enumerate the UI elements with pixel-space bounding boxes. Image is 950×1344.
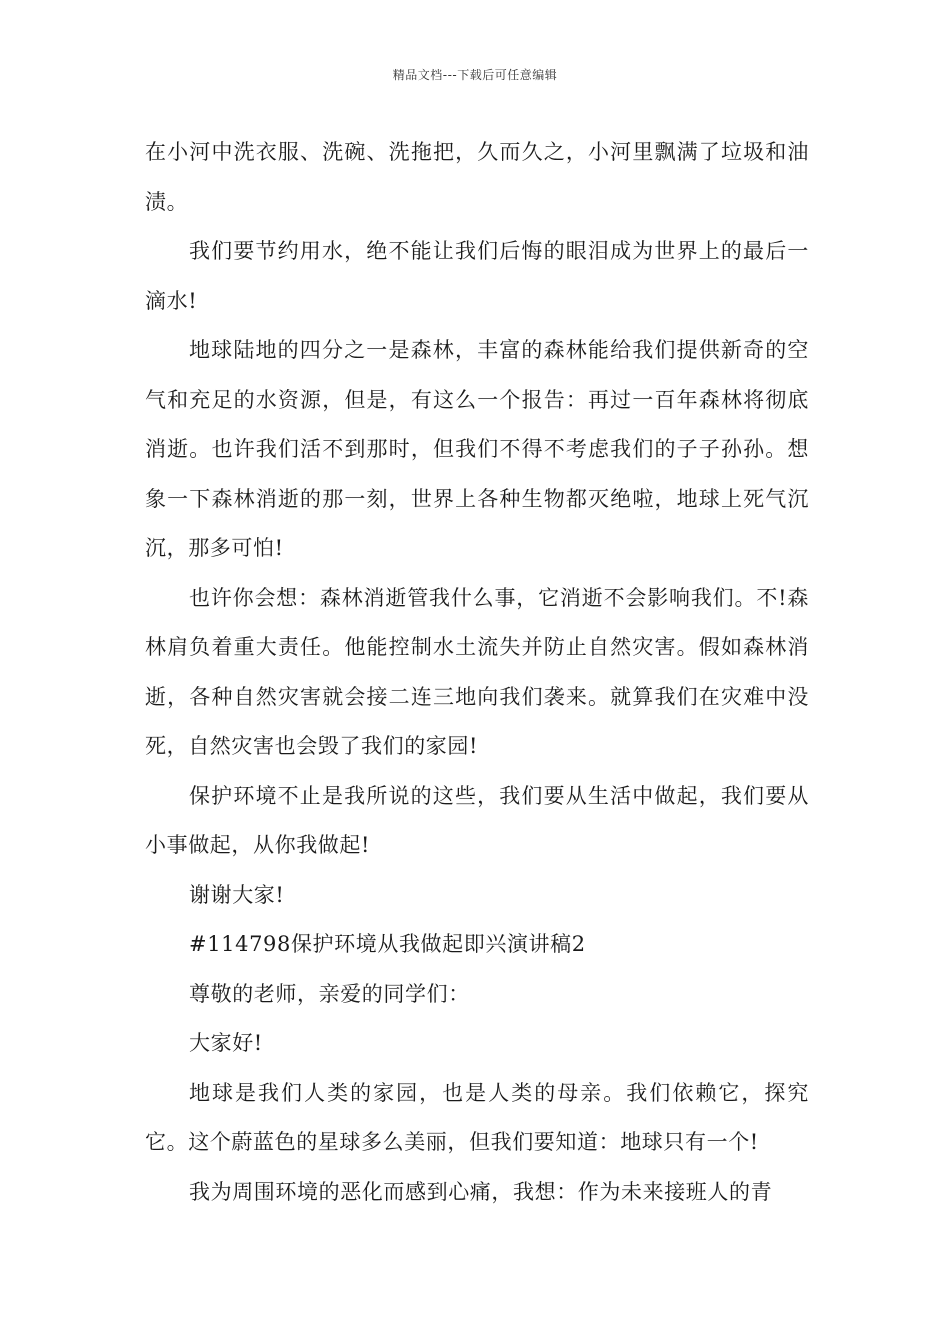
speech-title: #114798保护环境从我做起即兴演讲稿2 — [189, 932, 586, 956]
paragraph-save-water: 我们要节约用水，绝不能让我们后悔的眼泪成为世界上的最后一滴水! — [145, 239, 809, 313]
paragraph-forest-responsibility: 也许你会想：森林消逝管我什么事，它消逝不会影响我们。不!森林肩负着重大责任。他能控制水土流失并防止自然灾害。假如森林消逝，各种自然灾害就会接二连三地向我们袭来。就算我们在灾难中没死，自然灾害也会毁了我们的家园! — [145, 585, 809, 758]
paragraph-thanks: 谢谢大家! — [189, 882, 285, 907]
greeting: 大家好! — [189, 1031, 263, 1055]
paragraph-protect-environment: 保护环境不止是我所说的这些，我们要从生活中做起，我们要从小事做起，从你我做起! — [145, 783, 809, 857]
salutation: 尊敬的老师，亲爱的同学们： — [189, 981, 470, 1006]
paragraph-heartache: 我为周围环境的恶化而感到心痛，我想：作为未来接班人的青 — [189, 1179, 773, 1204]
paragraph-forest-quarter: 地球陆地的四分之一是森林，丰富的森林能给我们提供新奇的空气和充足的水资源，但是，有这么一个报告：再过一百年森林将彻底消逝。也许我们活不到那时，但我们不得不考虑我们的子子孙孙。想象一下森林消逝的那一刻，世界上各种生物都灭绝啦，地球上死气沉沉，那多可怕! — [145, 338, 809, 560]
paragraph-continuation: 在小河中洗衣服、洗碗、洗拖把，久而久之，小河里飘满了垃圾和油渍。 — [145, 140, 809, 214]
page-header: 精品文档---下载后可任意编辑 — [392, 68, 558, 82]
paragraph-earth-home: 地球是我们人类的家园，也是人类的母亲。我们依赖它，探究它。这个蔚蓝色的星球多么美丽，但我们要知道：地球只有一个! — [145, 1080, 809, 1154]
document-body — [145, 128, 809, 1217]
